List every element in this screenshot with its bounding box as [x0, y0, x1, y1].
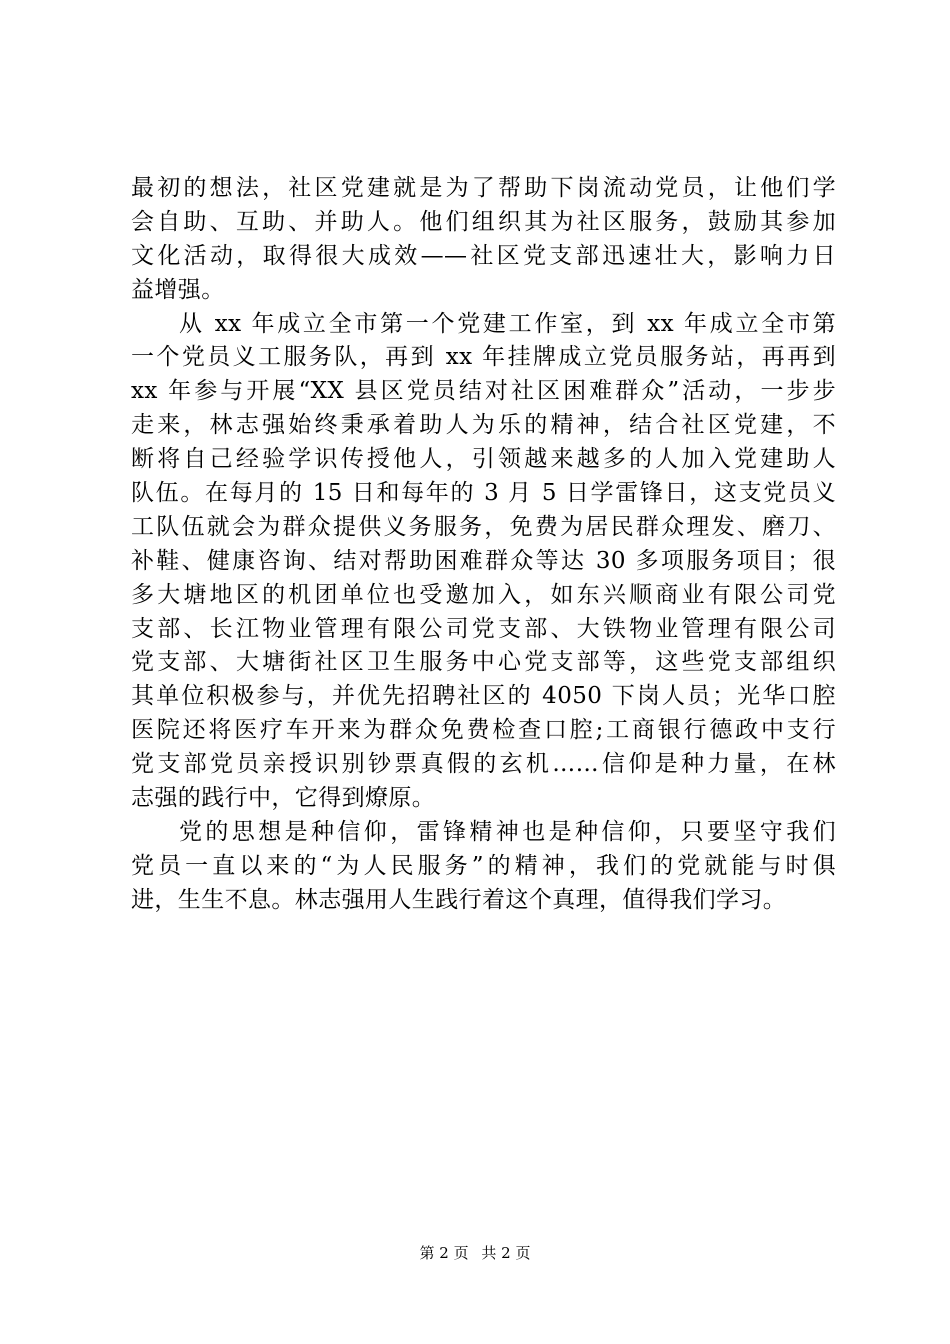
text-line: xx 年参与开展“XX 县区党员结对社区困难群众”活动，一步步 [131, 378, 836, 405]
text-line: 其单位积极参与，并优先招聘社区的 4050 下岗人员；光华口腔 [131, 683, 836, 710]
text-line: 从 xx 年成立全市第一个党建工作室，到 xx 年成立全市第 [179, 310, 836, 337]
text-line: 志强的践行中，它得到燎原。 [131, 785, 436, 812]
text-line: 工队伍就会为群众提供义务服务，免费为居民群众理发、磨刀、 [131, 513, 836, 540]
text-line: 补鞋、健康咨询、结对帮助困难群众等达 30 多项服务项目；很 [131, 547, 836, 574]
text-line: 断将自己经验学识传授他人，引领越来越多的人加入党建助人 [131, 446, 836, 473]
text-line: 进，生生不息。林志强用人生践行着这个真理，值得我们学习。 [131, 886, 787, 913]
page-footer [0, 1243, 950, 1263]
text-line: 党的思想是种信仰，雷锋精神也是种信仰，只要坚守我们 [179, 818, 836, 845]
text-line: 多大塘地区的机团单位也受邀加入，如东兴顺商业有限公司党 [131, 581, 836, 608]
document-body [131, 172, 836, 918]
text-line: 队伍。在每月的 15 日和每年的 3 月 5 日学雷锋日，这支党员义 [131, 480, 836, 507]
paragraph [131, 308, 836, 816]
page-number: 第 2 页 [419, 1244, 469, 1262]
paragraph [131, 172, 836, 308]
text-line: 党支部党员亲授识别钞票真假的玄机……信仰是种力量，在林 [131, 751, 836, 778]
text-line: 党员一直以来的“为人民服务”的精神，我们的党就能与时俱 [131, 852, 836, 879]
text-line: 最初的想法，社区党建就是为了帮助下岗流动党员，让他们学 [131, 175, 836, 201]
text-line: 走来，林志强始终秉承着助人为乐的精神，结合社区党建，不 [131, 412, 836, 439]
text-line: 一个党员义工服务队，再到 xx 年挂牌成立党员服务站，再再到 [131, 344, 836, 371]
text-line: 文化活动，取得很大成效——社区党支部迅速壮大，影响力日 [131, 242, 836, 269]
text-line: 医院还将医疗车开来为群众免费检查口腔;工商银行德政中支行 [131, 717, 836, 744]
page-total: 共 2 页 [481, 1244, 531, 1262]
text-line: 会自助、互助、并助人。他们组织其为社区服务，鼓励其参加 [131, 208, 836, 235]
text-line: 党支部、大塘街社区卫生服务中心党支部等，这些党支部组织 [131, 649, 836, 676]
text-line: 支部、长江物业管理有限公司党支部、大铁物业管理有限公司 [131, 615, 836, 642]
text-line: 益增强。 [131, 276, 225, 303]
paragraph [131, 816, 836, 918]
